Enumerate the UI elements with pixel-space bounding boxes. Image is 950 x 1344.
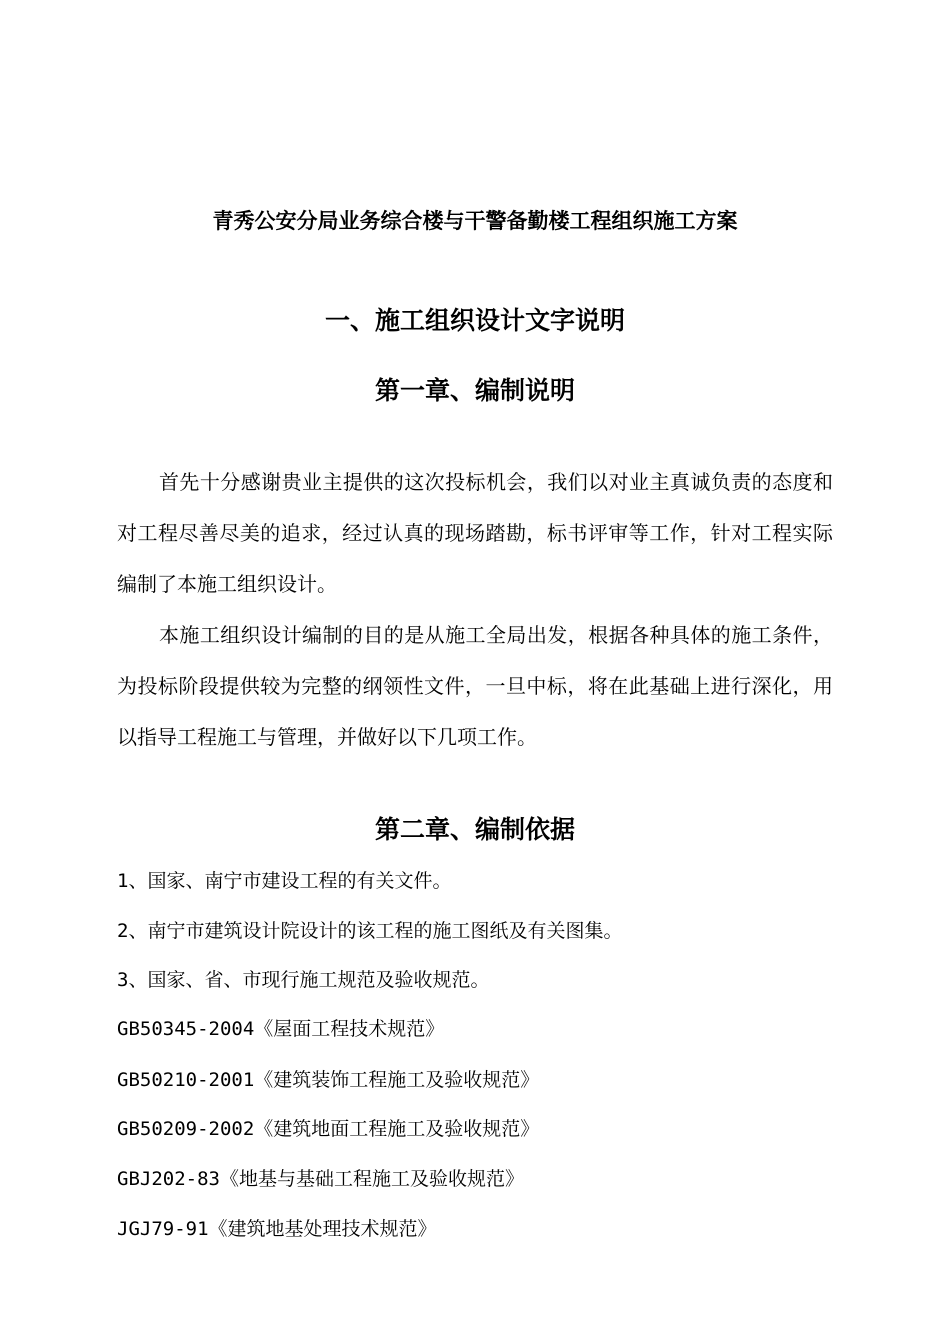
- chapter-2-heading: 第二章、编制依据: [374, 815, 575, 844]
- chapter-1-paragraph: 首先十分感谢贵业主提供的这次投标机会，我们以对业主真诚负责的态度和对工程尽善尽美的追求，经过认真的现场踏勘，标书评审等工作，针对工程实际编制了本施工组织设计。: [117, 470, 833, 596]
- basis-list-item: 2、南宁市建筑设计院设计的该工程的施工图纸及有关图集。: [117, 920, 623, 942]
- standard-list-item: JGJ79-91《建筑地基处理技术规范》: [117, 1218, 437, 1240]
- basis-list-item: 1、国家、南宁市建设工程的有关文件。: [117, 870, 452, 892]
- standard-list-item: GB50210-2001《建筑装饰工程施工及验收规范》: [117, 1069, 540, 1091]
- document-title: 青秀公安分局业务综合楼与干警备勤楼工程组织施工方案: [212, 209, 738, 233]
- standard-list-item: GB50345-2004《屋面工程技术规范》: [117, 1018, 445, 1040]
- standard-list-item: GB50209-2002《建筑地面工程施工及验收规范》: [117, 1118, 540, 1140]
- section-heading: 一、施工组织设计文字说明: [324, 306, 625, 335]
- standard-list-item: GBJ202-83《地基与基础工程施工及验收规范》: [117, 1168, 524, 1190]
- chapter-1-paragraph: 本施工组织设计编制的目的是从施工全局出发，根据各种具体的施工条件，为投标阶段提供较为完整的纲领性文件，一旦中标，将在此基础上进行深化，用以指导工程施工与管理，并做好以下几项工作。: [117, 623, 833, 749]
- chapter-1-heading: 第一章、编制说明: [374, 376, 575, 405]
- basis-list-item: 3、国家、省、市现行施工规范及验收规范。: [117, 969, 490, 991]
